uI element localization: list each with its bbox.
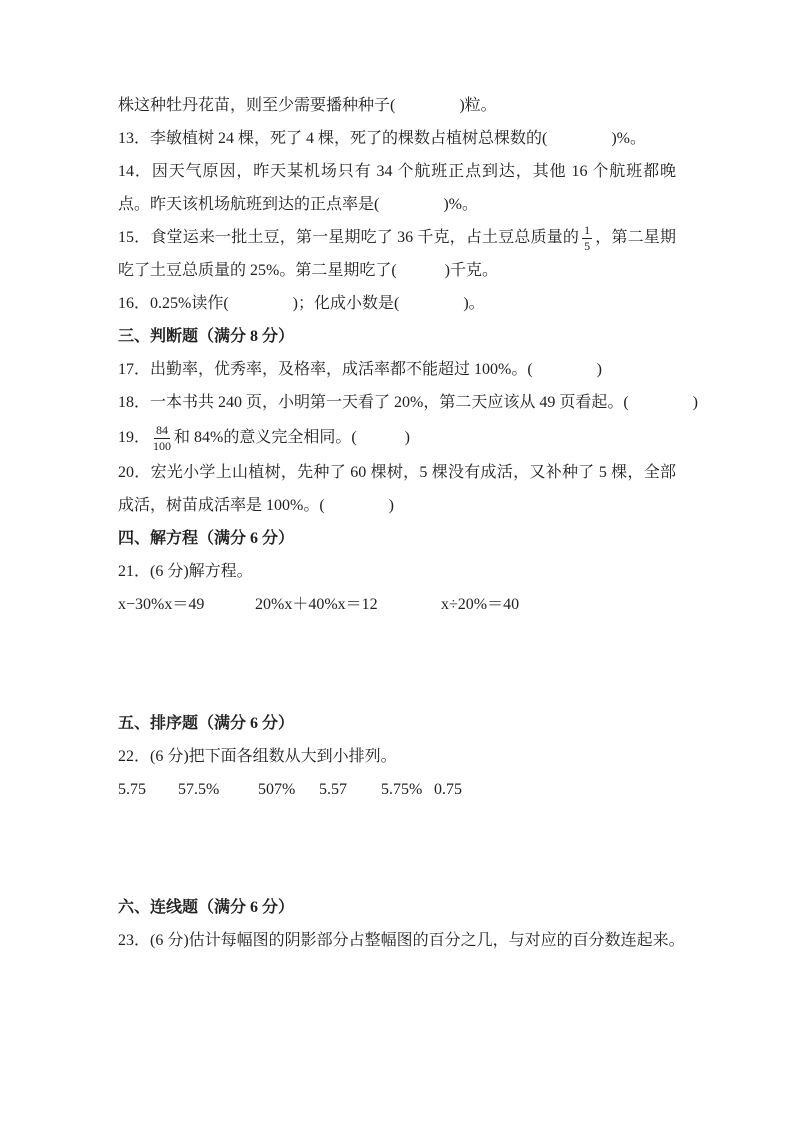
fraction-1-5 <box>582 224 592 253</box>
question-13: 13．李敏植树 24 棵，死了 4 棵，死了的棵数占植树总棵数的( )%。 <box>118 130 646 147</box>
question-16: 16．0.25%读作( )；化成小数是( )。 <box>118 295 485 312</box>
equation-3: x÷20%＝40 <box>441 596 520 613</box>
section-header-judgement: 三、判断题（满分 8 分） <box>118 328 295 345</box>
question-19-number: 19． <box>118 429 151 446</box>
question-20: 20．宏光小学上山植树，先种了 60 棵树，5 棵没有成活，又补种了 5 棵，全部成活，树苗成活率是 100%。( ) <box>118 464 676 514</box>
question-17: 17．出勤率，优秀率，及格率，成活率都不能超过 100%。( ) <box>118 361 602 378</box>
equation-2: 20%x＋40%x＝12 <box>255 596 378 613</box>
fraction-denominator: 5 <box>584 238 591 253</box>
fraction-numerator: 1 <box>584 222 591 237</box>
question-22: 22．(6 分)把下面各组数从大到小排列。 <box>118 748 397 765</box>
question-15 <box>118 221 676 287</box>
sort-number-6: 0.75 <box>434 781 462 798</box>
equations-row <box>118 588 676 621</box>
question-14: 14．因天气原因，昨天某机场只有 34 个航班正点到达，其他 16 个航班都晚点。昨天该机场航班到达的正点率是( )%。 <box>118 163 676 213</box>
sort-number-2: 57.5% <box>178 781 220 798</box>
question-23: 23．(6 分)估计每幅图的阴影部分占整幅图的百分之几，与对应的百分数连起来。 <box>118 932 685 949</box>
section-header-solve-equations: 四、解方程（满分 6 分） <box>118 530 295 547</box>
sort-numbers-row <box>118 773 676 806</box>
question-21: 21．(6 分)解方程。 <box>118 563 253 580</box>
sort-number-3: 507% <box>258 781 296 798</box>
question-15-text-pre: 15．食堂运来一批土豆，第一星期吃了 36 千克，占土豆总质量的 <box>118 229 580 246</box>
question-19 <box>118 419 676 456</box>
equation-1: x−30%x＝49 <box>118 596 205 613</box>
question-18: 18．一本书共 240 页，小明第一天看了 20%，第二天应该从 49 页看起。( ) <box>118 394 698 411</box>
question-15-text-post: ，第二星期吃了土豆总质量的 25%。第二星期吃了( )千克。 <box>118 229 676 279</box>
question-19-text-post: 和 84%的意义完全相同。( ) <box>174 429 411 446</box>
sort-number-5: 5.75% <box>381 781 423 798</box>
fraction-84-100 <box>153 424 171 453</box>
sort-number-4: 5.57 <box>319 781 347 798</box>
fraction-denominator: 100 <box>153 438 172 453</box>
sort-number-1: 5.75 <box>118 781 146 798</box>
section-header-ordering: 五、排序题（满分 6 分） <box>118 715 295 732</box>
fraction-numerator: 84 <box>156 422 169 437</box>
section-header-matching: 六、连线题（满分 6 分） <box>118 899 295 916</box>
question-12-continuation: 株这种牡丹花苗，则至少需要播种种子( )粒。 <box>118 97 497 114</box>
